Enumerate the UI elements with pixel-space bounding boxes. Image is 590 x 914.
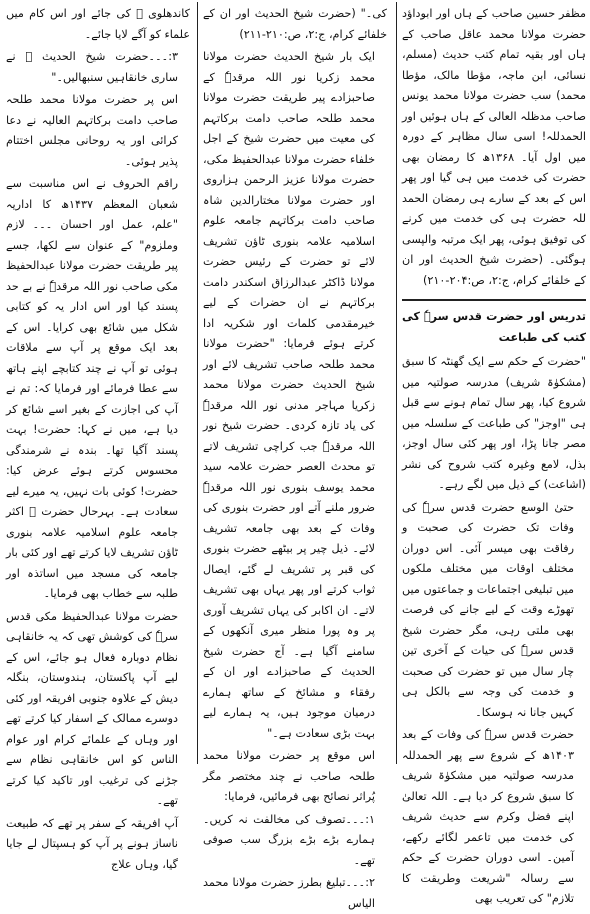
list-item: ۲:۔۔۔تبلیغ بطرز حضرت مولانا محمد الیاس: [203, 876, 375, 910]
right-column: [402, 4, 586, 905]
paragraph: اس پر حضرت مولانا محمد طلحہ صاحب دامت برکاتہم العالیہ نے دعا کرائی اور یہ روحانی مجلس اختتام پذیر ہوئی۔: [6, 93, 178, 168]
column-divider: [396, 2, 397, 764]
paragraph: راقم الحروف نے اس مناسبت سے شعبان المعظم ۱۴۳۷ھ کا اداریہ "علم، عمل اور احسان ۔۔۔ لازم وملزوم" کے عنوان سے لکھا، جسے پیر طریقت حضرت مولانا عبدالحفیظ مکی صاحب نور اللہ مرقدہٗ نے بے حد پسند کیا اور اس ادار یہ کو کتابی شکل میں شائع بھی کرایا۔ اس کے بعد ایک موقع پر آپ سے ملاقات ہوئی تو آپ نے چند کتابچے اپنے ہاتھ سے عطا فرمائے اور فرمایا کہ: تم نے آپ کی اجازت کے بغیر اسے شائع کر دیا ہے، میں نے کہا: حضرت! بہت پسند آگیا تھا۔ بندہ نے شرمندگی محسوس کرتے ہوئے عرض کیا: حضرت! کوئی بات نہیں، یہ میرے لیے سعادت ہے۔ بہرحال حضرت ﷫ اکثر جامعہ علوم اسلامیہ علامہ بنوری ٹاؤن تشریف لایا کرتے تھے اور کئی بار جامعہ کی مسجد میں اساتذہ اور طلبہ سے خطاب بھی فرمایا۔: [6, 177, 178, 600]
paragraph: حضرت قدس سرہٗ کی وفات کے بعد ۱۴۰۳ھ کے شروع سے پھر الحمدللہ مدرسہ صولتیہ میں مشکوٰۃ شریف کا سبق شروع کر دیا ہے۔ اللہ تعالیٰ اپنے فضل وکرم سے حدیث شریف کی خدمت میں تاعمر لگائے رکھے، آمین۔ اسی دوران حضرت کے حکم سے رسالہ "شریعت وطریقت کا تلازم" کی تعریب بھی: [402, 728, 574, 905]
left-column: [6, 4, 190, 871]
list-item: ۳:۔۔۔حضرت شیخ الحدیث ﷫ نے ساری خانقاہیں سنبھالیں۔": [6, 50, 178, 84]
paragraph: "حضرت کے حکم سے ایک گھنٹہ کا سبق (مشکوٰۃ شریف) مدرسہ صولتیہ میں شروع کیا، پھر سال تمام ہونے سے قبل ہی "اوجز" کی طباعت کے سلسلہ میں مصر جانا پڑا، اور پھر کئی سال اوجز، بذل، لامع وغیرہ کتب شروح کی نشر (اشاعت) کے ذیل میں لگے رہے۔: [402, 355, 586, 491]
paragraph: ایک بار شیخ الحدیث حضرت مولانا محمد زکریا نور اللہ مرقدہٗ کے صاحبزادے پیر طریقت حضرت مولانا محمد طلحہ صاحب دامت برکاتہم کی معیت میں حضرت شیخ کے اجل خلفاء حضرت مولانا عبدالحفیظ مکی، حضرت مولانا عزیز الرحمن ہزاروی اور حضرت مولانا مختارالدین شاہ صاحب دامت برکاتہم جامعہ علوم اسلامیہ علامہ بنوری ٹاؤن تشریف لائے تو حضرت کے رئیس حضرت مولانا ڈاکٹر عبدالرزاق اسکندر دامت برکاتہم نے ان حضرات کے لیے خیرمقدمی کلمات اور شکریہ ادا کرتے ہوئے فرمایا: "حضرت مولانا محمد طلحہ صاحب تشریف لائے اور شیخ الحدیث حضرت مولانا محمد زکریا مہاجر مدنی نور اللہ مرقدہٗ کی یاد تازہ کردی۔ حضرت شیخ نور اللہ مرقدہٗ جب کراچی تشریف لاتے تو محدث العصر حضرت علامہ سید محمد یوسف بنوری نور اللہ مرقدہٗ ضرور ملنے آتے اور حضرت بنوری کی وفات کے بعد بھی جامعہ تشریف لائے۔ ذیل چیر پر بیٹھے حضرت بنوری کی قبر پر تشریف لے گئے، ایصال ثواب کرتے اور پھر یہاں بھی تشریف لاتے۔ ان اکابر کی یہاں تشریف آوری پر وہ پورا منظر میری آنکھوں کے سامنے آگیا ہے۔ آج حضرت شیخ الحدیث کے صاحبزادے اور ان کے رفقاء و مشائخ کے ساتھ ہمارے درمیان موجود ہیں، یہ ہمارے لیے بہت بڑی سعادت ہے۔": [203, 50, 375, 740]
paragraph: مظفر حسین صاحب کے ہاں اور ابوداؤد حضرت مولانا محمد عاقل صاحب کے ہاں اور بقیہ تمام کتب حدیث (مسلم، نسائی، ابن ماجہ، مؤطا مالک، مؤطا محمد) سب حضرت مولانا محمد یونس صاحب مدظلہ العالی کے ہاں ہوئیں اور الحمدللہ! اسی سال مظاہر کے دورہ میں اول آیا۔ ۱۳۶۸ھ کا رمضان بھی حضرت کی خدمت میں ہی گیا اور پھر اس کے بعد کے سارے ہی رمضان الحمد للہ حضرت ہی کی خدمت میں کرنے کی توفیق ہوئی، پھر ایک مرتبہ والپسی ہوگئی۔ (حضرت شیخ الحدیث اور ان کے خلفائے کرام، ج:۲، ص:۲۰۴-۲۱۰): [402, 7, 586, 287]
paragraph: کاندھلوی ﷫ کی جائے اور اس کام میں علماء کو آگے لایا جائے۔: [6, 7, 190, 41]
paragraph: حضرت مولانا عبدالحفیظ مکی قدس سرہٗ کی کوشش تھی کہ یہ خانقاہی نظام دوبارہ فعال ہو جائے، اس کے لیے آپ پاکستان، ہندوستان، بنگلہ دیش کے علاوہ جنوبی افریقہ اور کئی دوسرے ممالک کے اسفار کیا کرتے تھے اور وہاں کے علمائے کرام اور عوام الناس کو اس خانقاہی نظام سے جڑنے کی ترغیب اور تاکید کیا کرتے تھے۔: [6, 609, 178, 807]
list-item: ۱:۔۔۔تصوف کی مخالفت نہ کریں۔ ہمارے بڑے بڑے بزرگ سب صوفی تھے۔: [203, 812, 375, 867]
paragraph: آپ افریقہ کے سفر پر تھے کہ طبیعت ناساز ہونے پر آپ کو ہسپتال لے جایا گیا، وہاں علاج: [6, 816, 178, 871]
middle-column: [203, 4, 387, 910]
section-heading: تدریس اور حضرت قدس سرہٗ کی کتب کی طباعت: [402, 299, 586, 348]
paragraph: کی۔" (حضرت شیخ الحدیث اور ان کے خلفائے کرام، ج:۲، ص:۲۱۰-۲۱۱): [203, 7, 387, 41]
column-divider: [197, 2, 198, 764]
paragraph: حتیٰ الوسع حضرت قدس سرہٗ کی وفات تک حضرت کی صحبت و رفاقت بھی میسر آئی۔ اس دوران مختلف اوقات میں مختلف ملکوں میں تبلیغی اجتماعات و جماعتوں میں تھوڑے وقت کے لیے جانے کی فرصت بھی ملتی رہی، مگر حضرت شیخ قدس سرہٗ کی حیات کے آخری تین چار سال میں تو حضرت کی صحبت و خدمت کی وجہ سے بالکل ہی کہیں جانا نہ ہوسکا۔: [402, 500, 574, 719]
paragraph: اس موقع پر حضرت مولانا محمد طلحہ صاحب نے چند مختصر مگر پُراثر نصائح بھی فرمائیں، فرمایا:: [203, 749, 375, 803]
